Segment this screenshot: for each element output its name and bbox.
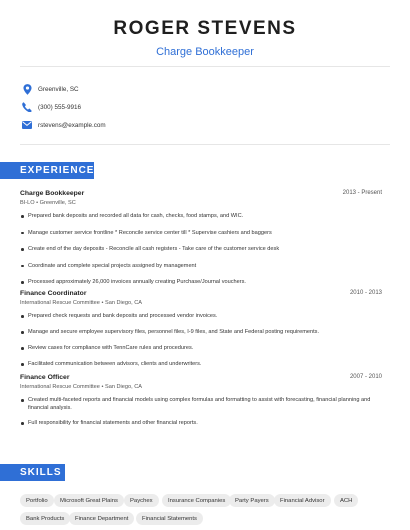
job-bullet: Create end of the day deposits - Reconcile all cash registers - Take care of the customer service desk: [20, 245, 382, 253]
job-title: Finance Coordinator: [20, 290, 87, 297]
job-entry: [20, 374, 382, 427]
skill-chip: Paychex: [124, 494, 159, 507]
section-skills-heading: [0, 464, 65, 481]
phone-icon: [20, 100, 34, 114]
job-bullet: Review cases for compliance with TennCare rules and procedures.: [20, 344, 382, 352]
skill-chip: Party Payers: [229, 494, 275, 507]
job-bullet: Coordinate and complete special projects assigned by management: [20, 262, 382, 270]
contact-phone-text: (300) 555-9916: [38, 103, 82, 111]
skill-chip: Financial Advisor: [274, 494, 331, 507]
header-divider: [20, 66, 390, 67]
resume-header: [0, 18, 410, 59]
job-bullets: [20, 212, 382, 286]
job-bullet: Manage customer service frontline * Reconcile service center till * Supervise cashiers and baggers: [20, 229, 382, 237]
contact-email: [20, 118, 106, 132]
job-bullet: Created multi-faceted reports and financial models using complex formulas and formatting to assist with forecasting, financial planning and financial analysis.: [20, 396, 382, 412]
candidate-title: Charge Bookkeeper: [156, 46, 254, 58]
section-experience-label: EXPERIENCE: [20, 165, 95, 176]
skill-chip: Finance Department: [69, 512, 134, 525]
job-bullet: Full responsibility for financial statements and other financial reports.: [20, 419, 382, 427]
job-dates: 2013 - Present: [342, 190, 382, 196]
location-pin-icon: [20, 82, 34, 96]
job-bullets: [20, 312, 382, 368]
skill-chip: Bank Products: [20, 512, 70, 525]
section-skills-label: SKILLS: [20, 467, 62, 478]
job-entry: [20, 290, 382, 368]
skill-chip: Microsoft Great Plains: [54, 494, 124, 507]
contact-location: [20, 82, 79, 96]
contact-phone: [20, 100, 81, 114]
job-bullet: Prepared check requests and bank deposits and processed vendor invoices.: [20, 312, 382, 320]
job-org: BI-LO • Greenville, SC: [20, 200, 76, 206]
job-bullet: Manage and secure employee supervisory files, personnel files, I-9 files, and State and Federal posting requirements.: [20, 328, 382, 336]
contact-location-text: Greenville, SC: [38, 85, 79, 93]
job-bullet: Processed approximately 26,000 invoices annually creating Purchase/Journal vouchers.: [20, 278, 382, 286]
skill-chip: Financial Statements: [136, 512, 203, 525]
skill-chip: Portfolio: [20, 494, 54, 507]
contact-divider: [20, 144, 390, 145]
job-org: International Rescue Committee • San Diego, CA: [20, 300, 142, 306]
job-title: Finance Officer: [20, 374, 70, 381]
skill-chip: ACH: [334, 494, 358, 507]
section-experience-heading: [0, 162, 94, 179]
candidate-name: ROGER STEVENS: [113, 18, 297, 39]
job-title: Charge Bookkeeper: [20, 190, 85, 197]
job-org: International Rescue Committee • San Diego, CA: [20, 384, 142, 390]
email-icon: [20, 118, 34, 132]
job-bullet: Facilitated communication between advisors, clients and underwriters.: [20, 360, 382, 368]
job-bullet: Prepared bank deposits and recorded all data for cash, checks, food stamps, and WIC.: [20, 212, 382, 220]
job-bullets: [20, 396, 382, 427]
job-dates: 2007 - 2010: [349, 374, 382, 380]
job-dates: 2010 - 2013: [349, 290, 382, 296]
contact-email-text: rstevens@example.com: [38, 121, 106, 129]
skill-chip: Insurance Companies: [162, 494, 231, 507]
job-entry: [20, 190, 382, 286]
